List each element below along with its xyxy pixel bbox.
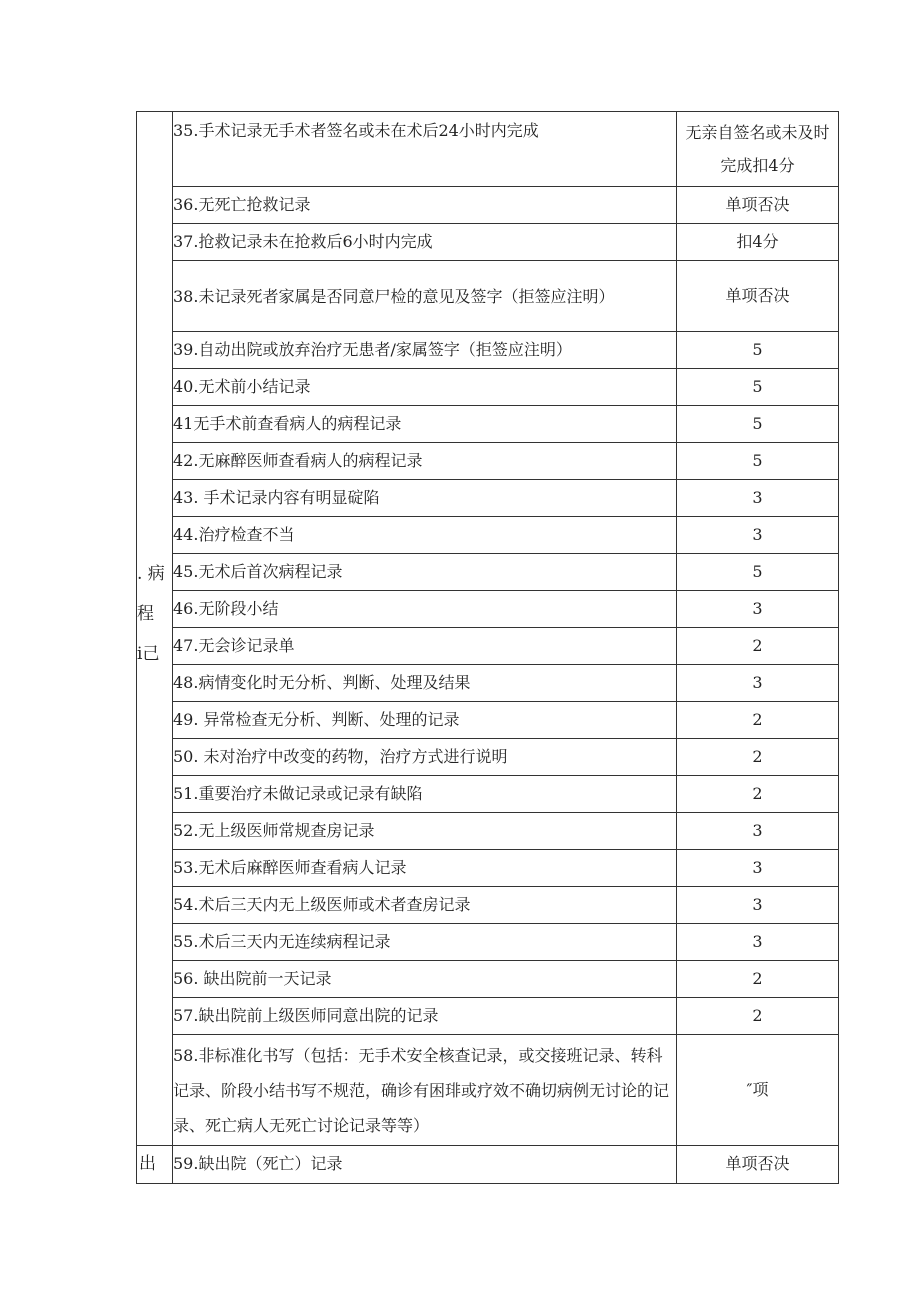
item-cell: 51.重要治疗未做记录或记录有缺陷	[173, 776, 677, 813]
item-cell: 48.病情变化时无分析、判断、处理及结果	[173, 665, 677, 702]
item-cell: 35.手术记录无手术者签名或未在术后24小时内完成	[173, 112, 677, 187]
table-row	[137, 332, 839, 369]
score-cell: 3	[677, 924, 839, 961]
table-row	[137, 369, 839, 406]
item-cell: 47.无会诊记录单	[173, 628, 677, 665]
score-cell: 3	[677, 665, 839, 702]
score-cell: 单项否决	[677, 187, 839, 224]
table-row	[137, 776, 839, 813]
item-cell: 41无手术前查看病人的病程记录	[173, 406, 677, 443]
table-row	[137, 961, 839, 998]
score-cell: 3	[677, 480, 839, 517]
table-row	[137, 665, 839, 702]
score-cell: 2	[677, 702, 839, 739]
item-cell: 43. 手术记录内容有明显碇陷	[173, 480, 677, 517]
table-row	[137, 998, 839, 1035]
table-row	[137, 628, 839, 665]
item-cell: 45.无术后首次病程记录	[173, 554, 677, 591]
score-cell: 2	[677, 628, 839, 665]
table-row	[137, 887, 839, 924]
table-row	[137, 443, 839, 480]
score-cell: 2	[677, 961, 839, 998]
table-row	[137, 591, 839, 628]
table-row	[137, 406, 839, 443]
item-cell: 36.无死亡抢救记录	[173, 187, 677, 224]
item-cell: 57.缺出院前上级医师同意出院的记录	[173, 998, 677, 1035]
score-cell: 3	[677, 517, 839, 554]
table-row	[137, 813, 839, 850]
category-cell-discharge: 出	[137, 1146, 173, 1184]
table-row	[137, 850, 839, 887]
score-cell: 3	[677, 850, 839, 887]
category-label-line-2: 程	[137, 604, 154, 624]
score-cell: 5	[677, 554, 839, 591]
score-cell: 5	[677, 406, 839, 443]
table-row	[137, 1035, 839, 1146]
item-cell: 38.未记录死者家属是否同意尸检的意见及签字（拒签应注明）	[173, 261, 677, 332]
score-cell: 无亲自签名或未及时完成扣4分	[677, 112, 839, 187]
score-cell: 单项否决	[677, 261, 839, 332]
table-row	[137, 261, 839, 332]
table-row	[137, 554, 839, 591]
score-cell: 2	[677, 739, 839, 776]
score-cell: ″项	[677, 1035, 839, 1146]
category-label-line-1: . 病	[137, 564, 165, 584]
table-row	[137, 702, 839, 739]
item-cell: 49. 异常检查无分析、判断、处理的记录	[173, 702, 677, 739]
score-cell: 5	[677, 332, 839, 369]
item-cell: 39.自动出院或放弃治疗无患者/家属签字（拒签应注明）	[173, 332, 677, 369]
table-row	[137, 480, 839, 517]
score-cell: 3	[677, 813, 839, 850]
item-cell: 52.无上级医师常规查房记录	[173, 813, 677, 850]
score-cell: 单项否决	[677, 1146, 839, 1184]
item-cell: 58.非标准化书写（包括：无手术安全核查记录，或交接班记录、转科记录、阶段小结书写不规范，确诊有困琲或疗效不确切病例无讨论的记录、死亡病人无死亡讨论记录等等）	[173, 1035, 677, 1146]
item-cell: 53.无术后麻醉医师查看病人记录	[173, 850, 677, 887]
score-cell: 2	[677, 776, 839, 813]
table-row	[137, 517, 839, 554]
table-row	[137, 224, 839, 261]
item-cell: 56. 缺出院前一天记录	[173, 961, 677, 998]
table-row	[137, 112, 839, 187]
item-cell: 54.术后三天内无上级医师或术者查房记录	[173, 887, 677, 924]
item-cell: 55.术后三天内无连续病程记录	[173, 924, 677, 961]
table-row	[137, 187, 839, 224]
table-row	[137, 739, 839, 776]
score-cell: 5	[677, 369, 839, 406]
score-cell: 3	[677, 887, 839, 924]
item-cell: 42.无麻醉医师查看病人的病程记录	[173, 443, 677, 480]
item-cell: 40.无术前小结记录	[173, 369, 677, 406]
scoring-table	[136, 111, 839, 1184]
category-label-line-3: i己	[137, 644, 160, 664]
table-row	[137, 924, 839, 961]
item-cell: 37.抢救记录未在抢救后6小时内完成	[173, 224, 677, 261]
item-cell: 44.治疗检查不当	[173, 517, 677, 554]
score-cell: 2	[677, 998, 839, 1035]
score-cell: 5	[677, 443, 839, 480]
category-cell-progress-notes	[137, 112, 173, 1146]
item-cell: 46.无阶段小结	[173, 591, 677, 628]
table-row	[137, 1146, 839, 1184]
score-cell: 3	[677, 591, 839, 628]
score-cell: 扣4分	[677, 224, 839, 261]
item-cell: 59.缺出院（死亡）记录	[173, 1146, 677, 1184]
item-cell: 50. 未对治疗中改变的药物，治疗方式进行说明	[173, 739, 677, 776]
